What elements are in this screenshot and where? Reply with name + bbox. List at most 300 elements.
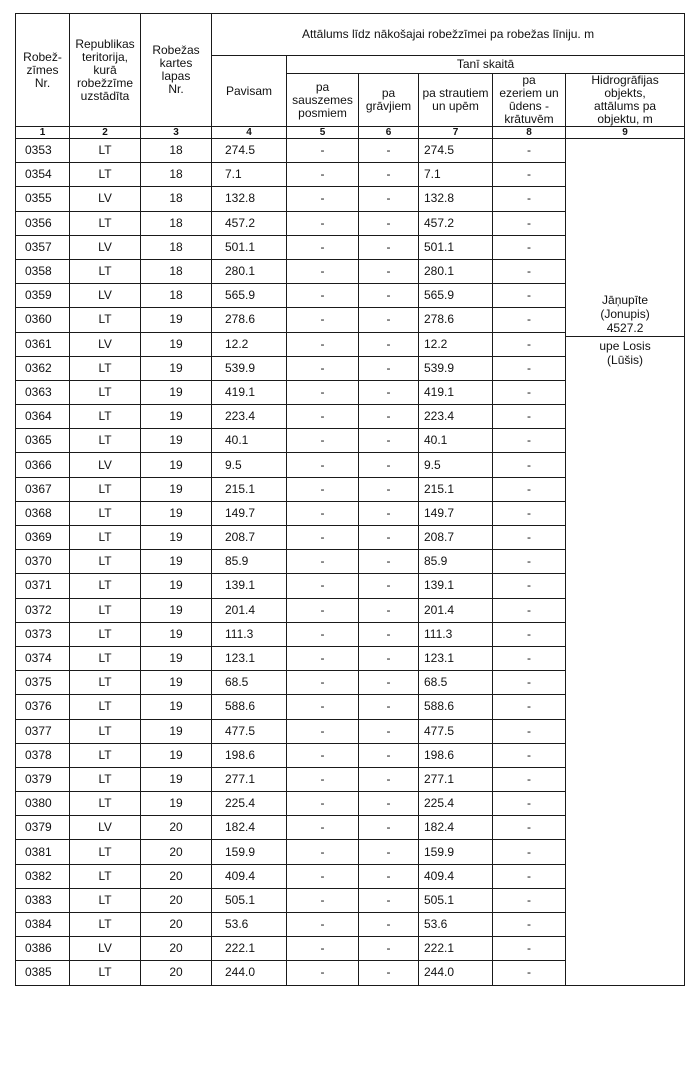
ditch-distance-cell: - (359, 187, 419, 211)
total-distance-cell: 278.6 (212, 308, 287, 332)
lake-distance-cell: - (493, 211, 566, 235)
land-distance-cell: - (287, 477, 359, 501)
land-distance-cell: - (287, 429, 359, 453)
river-distance-cell: 182.4 (419, 816, 493, 840)
river-distance-cell: 9.5 (419, 453, 493, 477)
land-distance-cell: - (287, 622, 359, 646)
river-distance-cell: 222.1 (419, 937, 493, 961)
header-river: pa strautiem un upēm (419, 74, 493, 127)
river-distance-cell: 159.9 (419, 840, 493, 864)
column-number: 4 (212, 127, 287, 139)
lake-distance-cell: - (493, 622, 566, 646)
map-sheet-cell: 20 (141, 840, 212, 864)
ditch-distance-cell: - (359, 574, 419, 598)
marker-number-cell: 0369 (16, 526, 70, 550)
map-sheet-cell: 19 (141, 501, 212, 525)
header-ditch: pa grāvjiem (359, 74, 419, 127)
territory-cell: LT (70, 526, 141, 550)
territory-cell: LT (70, 913, 141, 937)
river-distance-cell: 149.7 (419, 501, 493, 525)
territory-cell: LT (70, 405, 141, 429)
lake-distance-cell: - (493, 308, 566, 332)
ditch-distance-cell: - (359, 380, 419, 404)
territory-cell: LT (70, 429, 141, 453)
territory-cell: LV (70, 453, 141, 477)
map-sheet-cell: 19 (141, 429, 212, 453)
river-distance-cell: 277.1 (419, 767, 493, 791)
river-distance-cell: 12.2 (419, 332, 493, 356)
territory-cell: LT (70, 477, 141, 501)
land-distance-cell: - (287, 211, 359, 235)
river-distance-cell: 505.1 (419, 888, 493, 912)
lake-distance-cell: - (493, 380, 566, 404)
lake-distance-cell: - (493, 840, 566, 864)
header-map-sheet: Robežas kartes lapas Nr. (141, 14, 212, 127)
lake-distance-cell: - (493, 501, 566, 525)
total-distance-cell: 280.1 (212, 259, 287, 283)
land-distance-cell: - (287, 646, 359, 670)
map-sheet-cell: 19 (141, 743, 212, 767)
land-distance-cell: - (287, 864, 359, 888)
total-distance-cell: 223.4 (212, 405, 287, 429)
territory-cell: LT (70, 622, 141, 646)
river-distance-cell: 477.5 (419, 719, 493, 743)
river-distance-cell: 501.1 (419, 235, 493, 259)
territory-cell: LT (70, 598, 141, 622)
ditch-distance-cell: - (359, 501, 419, 525)
marker-number-cell: 0382 (16, 864, 70, 888)
ditch-distance-cell: - (359, 139, 419, 163)
marker-number-cell: 0378 (16, 743, 70, 767)
marker-number-cell: 0358 (16, 259, 70, 283)
marker-number-cell: 0360 (16, 308, 70, 332)
total-distance-cell: 457.2 (212, 211, 287, 235)
lake-distance-cell: - (493, 695, 566, 719)
land-distance-cell: - (287, 719, 359, 743)
land-distance-cell: - (287, 695, 359, 719)
marker-number-cell: 0353 (16, 139, 70, 163)
territory-cell: LT (70, 767, 141, 791)
total-distance-cell: 501.1 (212, 235, 287, 259)
border-marker-table (15, 13, 685, 986)
river-distance-cell: 68.5 (419, 671, 493, 695)
lake-distance-cell: - (493, 550, 566, 574)
table-header (16, 14, 685, 139)
territory-cell: LT (70, 308, 141, 332)
total-distance-cell: 215.1 (212, 477, 287, 501)
territory-cell: LT (70, 671, 141, 695)
marker-number-cell: 0375 (16, 671, 70, 695)
river-distance-cell: 409.4 (419, 864, 493, 888)
column-number: 1 (16, 127, 70, 139)
lake-distance-cell: - (493, 719, 566, 743)
river-distance-cell: 111.3 (419, 622, 493, 646)
land-distance-cell: - (287, 792, 359, 816)
river-distance-cell: 244.0 (419, 961, 493, 985)
total-distance-cell: 132.8 (212, 187, 287, 211)
total-distance-cell: 222.1 (212, 937, 287, 961)
map-sheet-cell: 18 (141, 211, 212, 235)
map-sheet-cell: 19 (141, 719, 212, 743)
marker-number-cell: 0383 (16, 888, 70, 912)
marker-number-cell: 0376 (16, 695, 70, 719)
ditch-distance-cell: - (359, 163, 419, 187)
ditch-distance-cell: - (359, 961, 419, 985)
territory-cell: LT (70, 961, 141, 985)
river-distance-cell: 208.7 (419, 526, 493, 550)
territory-cell: LT (70, 719, 141, 743)
river-distance-cell: 40.1 (419, 429, 493, 453)
header-marker-nr: Robež- zīmes Nr. (16, 14, 70, 127)
river-distance-cell: 132.8 (419, 187, 493, 211)
header-distance-title: Attālums līdz nākošajai robežzīmei pa robežas līniju. m (212, 14, 685, 56)
river-distance-cell: 201.4 (419, 598, 493, 622)
header-total: Pavisam (212, 56, 287, 127)
marker-number-cell: 0379 (16, 816, 70, 840)
land-distance-cell: - (287, 453, 359, 477)
total-distance-cell: 277.1 (212, 767, 287, 791)
marker-number-cell: 0362 (16, 356, 70, 380)
river-distance-cell: 223.4 (419, 405, 493, 429)
ditch-distance-cell: - (359, 526, 419, 550)
ditch-distance-cell: - (359, 792, 419, 816)
marker-number-cell: 0377 (16, 719, 70, 743)
map-sheet-cell: 19 (141, 356, 212, 380)
territory-cell: LV (70, 816, 141, 840)
total-distance-cell: 7.1 (212, 163, 287, 187)
territory-cell: LT (70, 550, 141, 574)
ditch-distance-cell: - (359, 429, 419, 453)
marker-number-cell: 0365 (16, 429, 70, 453)
lake-distance-cell: - (493, 163, 566, 187)
map-sheet-cell: 18 (141, 284, 212, 308)
marker-number-cell: 0374 (16, 646, 70, 670)
lake-distance-cell: - (493, 187, 566, 211)
marker-number-cell: 0368 (16, 501, 70, 525)
land-distance-cell: - (287, 937, 359, 961)
column-number: 5 (287, 127, 359, 139)
total-distance-cell: 9.5 (212, 453, 287, 477)
river-distance-cell: 565.9 (419, 284, 493, 308)
lake-distance-cell: - (493, 743, 566, 767)
map-sheet-cell: 19 (141, 671, 212, 695)
lake-distance-cell: - (493, 671, 566, 695)
map-sheet-cell: 19 (141, 526, 212, 550)
land-distance-cell: - (287, 284, 359, 308)
map-sheet-cell: 19 (141, 598, 212, 622)
map-sheet-cell: 19 (141, 574, 212, 598)
lake-distance-cell: - (493, 864, 566, 888)
total-distance-cell: 505.1 (212, 888, 287, 912)
land-distance-cell: - (287, 840, 359, 864)
territory-cell: LT (70, 864, 141, 888)
land-distance-cell: - (287, 526, 359, 550)
territory-cell: LT (70, 888, 141, 912)
marker-number-cell: 0366 (16, 453, 70, 477)
map-sheet-cell: 19 (141, 308, 212, 332)
column-number: 6 (359, 127, 419, 139)
ditch-distance-cell: - (359, 622, 419, 646)
land-distance-cell: - (287, 671, 359, 695)
territory-cell: LT (70, 211, 141, 235)
map-sheet-cell: 18 (141, 235, 212, 259)
total-distance-cell: 565.9 (212, 284, 287, 308)
marker-number-cell: 0359 (16, 284, 70, 308)
territory-cell: LT (70, 743, 141, 767)
land-distance-cell: - (287, 743, 359, 767)
territory-cell: LT (70, 840, 141, 864)
header-hydrography: Hidrogrāfijas objekts, attālums pa objektu, m (566, 74, 685, 127)
map-sheet-cell: 20 (141, 864, 212, 888)
total-distance-cell: 53.6 (212, 913, 287, 937)
map-sheet-cell: 20 (141, 888, 212, 912)
ditch-distance-cell: - (359, 864, 419, 888)
ditch-distance-cell: - (359, 937, 419, 961)
ditch-distance-cell: - (359, 284, 419, 308)
total-distance-cell: 182.4 (212, 816, 287, 840)
river-distance-cell: 85.9 (419, 550, 493, 574)
total-distance-cell: 12.2 (212, 332, 287, 356)
ditch-distance-cell: - (359, 356, 419, 380)
lake-distance-cell: - (493, 405, 566, 429)
header-in-count: Tanī skaitā (287, 56, 685, 74)
river-distance-cell: 419.1 (419, 380, 493, 404)
ditch-distance-cell: - (359, 211, 419, 235)
river-distance-cell: 198.6 (419, 743, 493, 767)
total-distance-cell: 225.4 (212, 792, 287, 816)
territory-cell: LT (70, 574, 141, 598)
marker-number-cell: 0372 (16, 598, 70, 622)
total-distance-cell: 419.1 (212, 380, 287, 404)
ditch-distance-cell: - (359, 888, 419, 912)
ditch-distance-cell: - (359, 913, 419, 937)
table-body (16, 139, 685, 986)
marker-number-cell: 0354 (16, 163, 70, 187)
marker-number-cell: 0380 (16, 792, 70, 816)
land-distance-cell: - (287, 356, 359, 380)
land-distance-cell: - (287, 235, 359, 259)
ditch-distance-cell: - (359, 453, 419, 477)
map-sheet-cell: 19 (141, 792, 212, 816)
ditch-distance-cell: - (359, 671, 419, 695)
map-sheet-cell: 19 (141, 453, 212, 477)
land-distance-cell: - (287, 767, 359, 791)
column-number-row (16, 127, 685, 139)
land-distance-cell: - (287, 332, 359, 356)
land-distance-cell: - (287, 405, 359, 429)
total-distance-cell: 40.1 (212, 429, 287, 453)
map-sheet-cell: 18 (141, 163, 212, 187)
map-sheet-cell: 19 (141, 550, 212, 574)
map-sheet-cell: 20 (141, 816, 212, 840)
column-number: 3 (141, 127, 212, 139)
ditch-distance-cell: - (359, 816, 419, 840)
territory-cell: LT (70, 139, 141, 163)
column-number: 8 (493, 127, 566, 139)
total-distance-cell: 409.4 (212, 864, 287, 888)
ditch-distance-cell: - (359, 235, 419, 259)
river-distance-cell: 225.4 (419, 792, 493, 816)
lake-distance-cell: - (493, 961, 566, 985)
ditch-distance-cell: - (359, 477, 419, 501)
column-number: 7 (419, 127, 493, 139)
lake-distance-cell: - (493, 356, 566, 380)
marker-number-cell: 0384 (16, 913, 70, 937)
river-distance-cell: 274.5 (419, 139, 493, 163)
land-distance-cell: - (287, 574, 359, 598)
total-distance-cell: 111.3 (212, 622, 287, 646)
lake-distance-cell: - (493, 792, 566, 816)
marker-number-cell: 0370 (16, 550, 70, 574)
ditch-distance-cell: - (359, 598, 419, 622)
lake-distance-cell: - (493, 139, 566, 163)
river-distance-cell: 457.2 (419, 211, 493, 235)
marker-number-cell: 0363 (16, 380, 70, 404)
lake-distance-cell: - (493, 913, 566, 937)
hydrography-divider (566, 336, 684, 337)
land-distance-cell: - (287, 501, 359, 525)
ditch-distance-cell: - (359, 719, 419, 743)
lake-distance-cell: - (493, 284, 566, 308)
map-sheet-cell: 18 (141, 259, 212, 283)
map-sheet-cell: 19 (141, 695, 212, 719)
lake-distance-cell: - (493, 477, 566, 501)
total-distance-cell: 477.5 (212, 719, 287, 743)
header-lake: pa ezeriem un ūdens - krātuvēm (493, 74, 566, 127)
marker-number-cell: 0371 (16, 574, 70, 598)
map-sheet-cell: 20 (141, 913, 212, 937)
territory-cell: LT (70, 501, 141, 525)
marker-number-cell: 0361 (16, 332, 70, 356)
table-row (16, 139, 685, 163)
total-distance-cell: 588.6 (212, 695, 287, 719)
territory-cell: LV (70, 187, 141, 211)
river-distance-cell: 7.1 (419, 163, 493, 187)
land-distance-cell: - (287, 550, 359, 574)
marker-number-cell: 0356 (16, 211, 70, 235)
lake-distance-cell: - (493, 937, 566, 961)
total-distance-cell: 201.4 (212, 598, 287, 622)
territory-cell: LT (70, 695, 141, 719)
total-distance-cell: 149.7 (212, 501, 287, 525)
marker-number-cell: 0367 (16, 477, 70, 501)
territory-cell: LV (70, 235, 141, 259)
header-land: pa sauszemes posmiem (287, 74, 359, 127)
lake-distance-cell: - (493, 888, 566, 912)
map-sheet-cell: 19 (141, 332, 212, 356)
map-sheet-cell: 19 (141, 622, 212, 646)
header-territory: Republikas teritorija, kurā robežzīme uzstādīta (70, 14, 141, 127)
territory-cell: LT (70, 163, 141, 187)
lake-distance-cell: - (493, 453, 566, 477)
territory-cell: LT (70, 259, 141, 283)
territory-cell: LT (70, 356, 141, 380)
land-distance-cell: - (287, 308, 359, 332)
hydrography-object-2: upe Losis (Lūšis) (599, 339, 651, 367)
ditch-distance-cell: - (359, 550, 419, 574)
map-sheet-cell: 19 (141, 380, 212, 404)
total-distance-cell: 68.5 (212, 671, 287, 695)
ditch-distance-cell: - (359, 308, 419, 332)
ditch-distance-cell: - (359, 259, 419, 283)
map-sheet-cell: 20 (141, 961, 212, 985)
lake-distance-cell: - (493, 429, 566, 453)
map-sheet-cell: 18 (141, 187, 212, 211)
total-distance-cell: 539.9 (212, 356, 287, 380)
map-sheet-cell: 19 (141, 477, 212, 501)
river-distance-cell: 123.1 (419, 646, 493, 670)
marker-number-cell: 0386 (16, 937, 70, 961)
lake-distance-cell: - (493, 332, 566, 356)
total-distance-cell: 274.5 (212, 139, 287, 163)
map-sheet-cell: 19 (141, 767, 212, 791)
land-distance-cell: - (287, 139, 359, 163)
territory-cell: LV (70, 937, 141, 961)
marker-number-cell: 0379 (16, 767, 70, 791)
total-distance-cell: 244.0 (212, 961, 287, 985)
total-distance-cell: 123.1 (212, 646, 287, 670)
land-distance-cell: - (287, 913, 359, 937)
land-distance-cell: - (287, 816, 359, 840)
map-sheet-cell: 19 (141, 646, 212, 670)
ditch-distance-cell: - (359, 695, 419, 719)
land-distance-cell: - (287, 187, 359, 211)
lake-distance-cell: - (493, 574, 566, 598)
land-distance-cell: - (287, 380, 359, 404)
territory-cell: LV (70, 284, 141, 308)
hydrography-object-1: Jāņupīte (Jonupis) 4527.2 (600, 293, 650, 335)
lake-distance-cell: - (493, 767, 566, 791)
map-sheet-cell: 20 (141, 937, 212, 961)
marker-number-cell: 0381 (16, 840, 70, 864)
ditch-distance-cell: - (359, 405, 419, 429)
lake-distance-cell: - (493, 816, 566, 840)
border-marker-table-page (15, 13, 685, 986)
land-distance-cell: - (287, 163, 359, 187)
river-distance-cell: 53.6 (419, 913, 493, 937)
river-distance-cell: 139.1 (419, 574, 493, 598)
marker-number-cell: 0357 (16, 235, 70, 259)
total-distance-cell: 198.6 (212, 743, 287, 767)
land-distance-cell: - (287, 888, 359, 912)
column-number: 9 (566, 127, 685, 139)
territory-cell: LT (70, 792, 141, 816)
ditch-distance-cell: - (359, 840, 419, 864)
marker-number-cell: 0373 (16, 622, 70, 646)
ditch-distance-cell: - (359, 767, 419, 791)
territory-cell: LT (70, 646, 141, 670)
land-distance-cell: - (287, 598, 359, 622)
lake-distance-cell: - (493, 235, 566, 259)
river-distance-cell: 278.6 (419, 308, 493, 332)
territory-cell: LV (70, 332, 141, 356)
ditch-distance-cell: - (359, 646, 419, 670)
map-sheet-cell: 19 (141, 405, 212, 429)
river-distance-cell: 539.9 (419, 356, 493, 380)
lake-distance-cell: - (493, 259, 566, 283)
territory-cell: LT (70, 380, 141, 404)
marker-number-cell: 0355 (16, 187, 70, 211)
column-number: 2 (70, 127, 141, 139)
river-distance-cell: 588.6 (419, 695, 493, 719)
river-distance-cell: 280.1 (419, 259, 493, 283)
lake-distance-cell: - (493, 526, 566, 550)
map-sheet-cell: 18 (141, 139, 212, 163)
total-distance-cell: 159.9 (212, 840, 287, 864)
hydrography-cell (566, 139, 685, 986)
land-distance-cell: - (287, 259, 359, 283)
lake-distance-cell: - (493, 646, 566, 670)
